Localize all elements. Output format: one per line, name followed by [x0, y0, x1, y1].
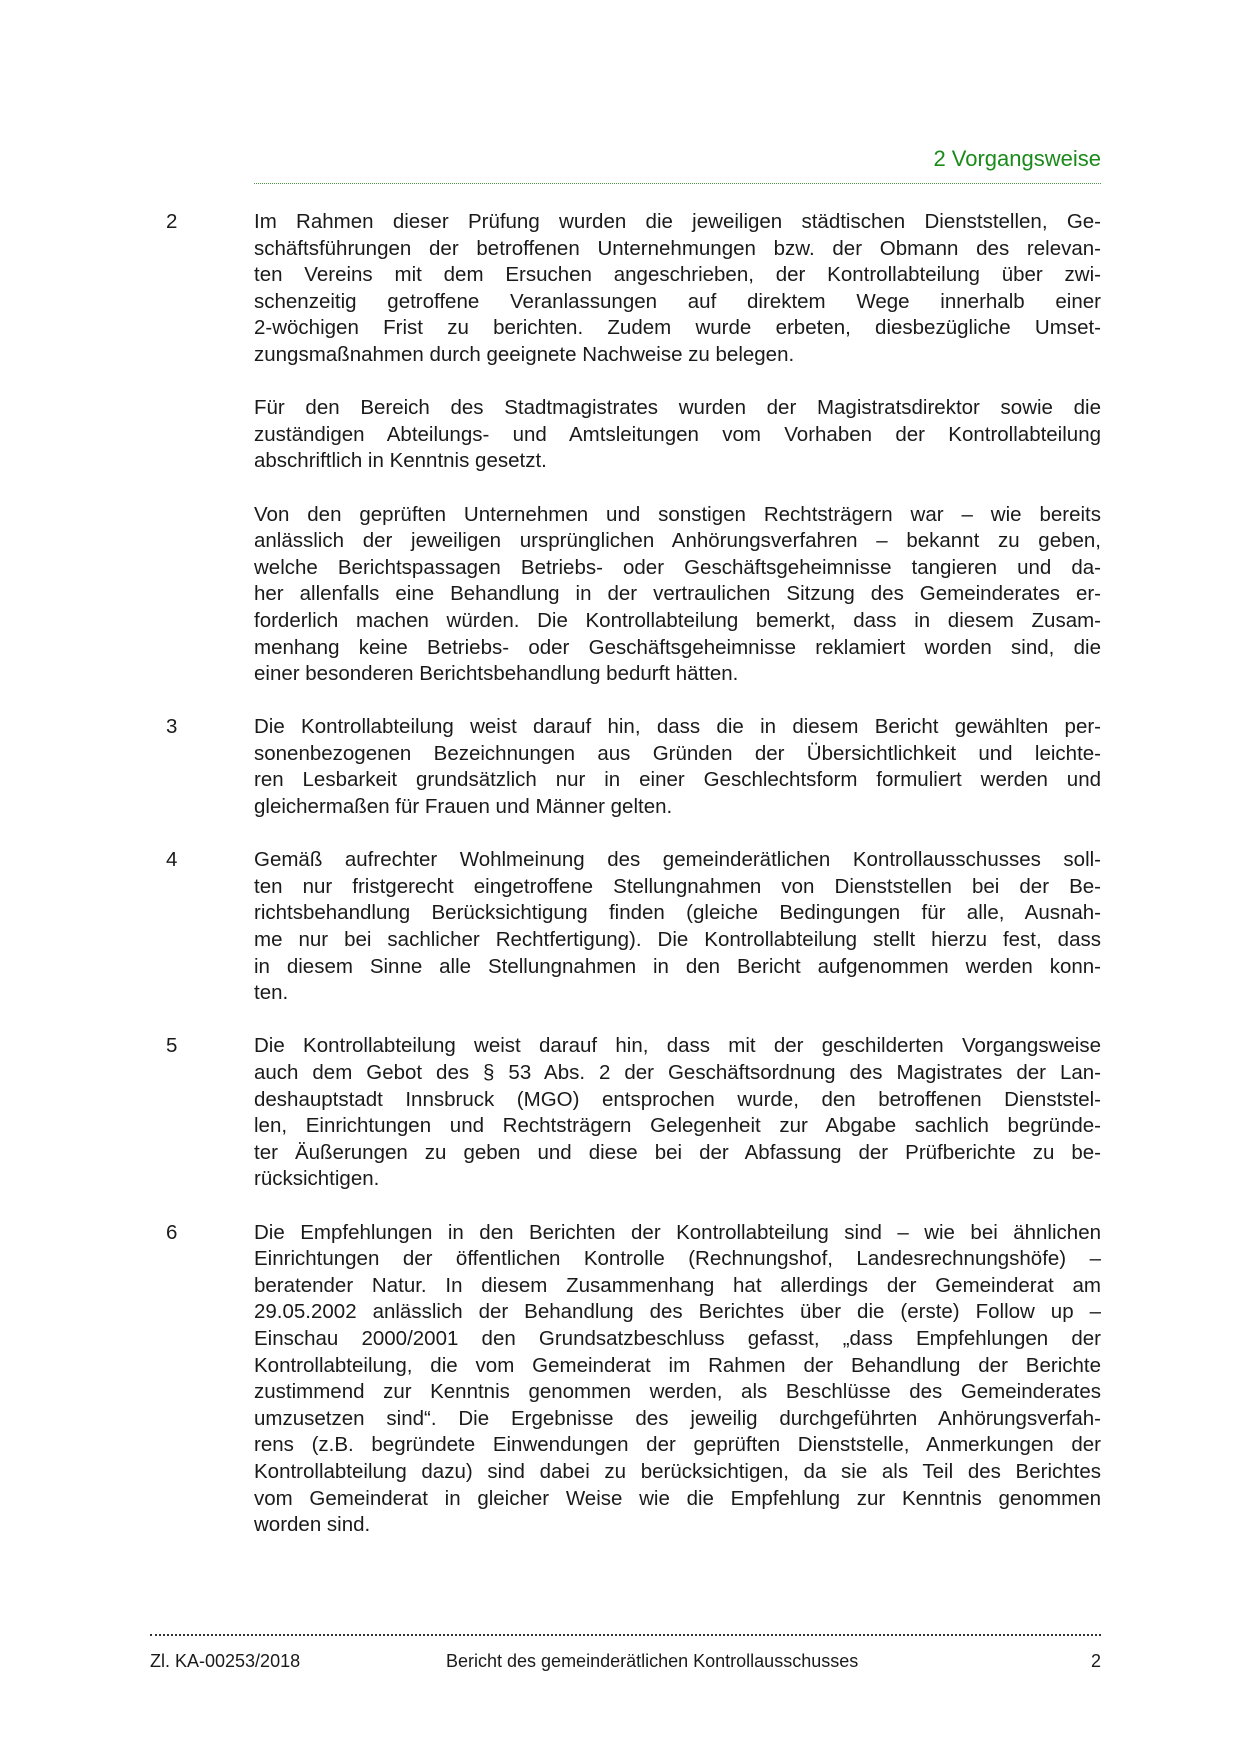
paragraph-number: 6 — [166, 1220, 178, 1244]
paragraph-text — [254, 209, 1101, 369]
text-line: me nur bei sachlicher Rechtfertigung). Die Kontrollabteilung stellt hierzu fest, dass — [254, 928, 1101, 952]
text-line: Einschau 2000/2001 den Grundsatzbeschluss gefasst, „dass Empfehlungen der — [254, 1326, 1101, 1350]
text-line: Von den geprüften Unternehmen und sonstigen Rechtsträgern war – wie bereits — [254, 502, 1101, 526]
paragraph-text — [254, 847, 1101, 1007]
text-line: zustimmend zur Kenntnis genommen werden, als Beschlüsse des Gemeinderates — [254, 1380, 1101, 1404]
text-line: rücksichtigen. — [254, 1167, 380, 1191]
footer-reference: Zl. KA-00253/2018 — [150, 1651, 301, 1671]
paragraph-number: 4 — [166, 848, 178, 872]
text-line: 2-wöchigen Frist zu berichten. Zudem wurde erbeten, diesbezügliche Umset- — [254, 316, 1101, 340]
paragraph-text — [254, 395, 1101, 475]
document-body — [0, 209, 1241, 1565]
paragraph — [0, 209, 1241, 369]
header-divider — [254, 183, 1101, 184]
footer-divider — [150, 1634, 1101, 1636]
text-line: ten. — [254, 981, 289, 1005]
text-line: Die Empfehlungen in den Berichten der Kontrollabteilung sind – wie bei ähnlichen — [254, 1220, 1101, 1244]
text-line: 29.05.2002 anlässlich der Behandlung des Berichtes über die (erste) Follow up – — [254, 1300, 1101, 1324]
text-line: Kontrollabteilung, die vom Gemeinderat im Rahmen der Behandlung der Berichte — [254, 1353, 1101, 1377]
text-line: schäftsführungen der betroffenen Unternehmungen bzw. der Obmann des relevan- — [254, 236, 1101, 260]
paragraph-text — [254, 502, 1101, 688]
text-line: Die Kontrollabteilung weist darauf hin, dass mit der geschilderten Vorgangsweise — [254, 1034, 1101, 1058]
paragraph — [0, 1220, 1241, 1539]
text-line: welche Berichtspassagen Betriebs- oder Geschäftsgeheimnisse tangieren und da- — [254, 555, 1101, 579]
text-line: anlässlich der jeweiligen ursprünglichen Anhörungsverfahren – bekannt zu geben, — [254, 529, 1101, 553]
text-line: abschriftlich in Kenntnis gesetzt. — [254, 449, 547, 473]
text-line: schenzeitig getroffene Veranlassungen auf direktem Wege innerhalb einer — [254, 289, 1101, 313]
text-line: auch dem Gebot des § 53 Abs. 2 der Geschäftsordnung des Magistrates der Lan- — [254, 1061, 1101, 1084]
text-line: worden sind. — [254, 1513, 371, 1537]
text-line: beratender Natur. In diesem Zusammenhang hat allerdings der Gemeinderat am — [254, 1273, 1101, 1297]
paragraph-text — [254, 1033, 1101, 1193]
text-line: ren Lesbarkeit grundsätzlich nur in einer Geschlechtsform formuliert werden und — [254, 768, 1101, 792]
text-line: len, Einrichtungen und Rechtsträgern Gelegenheit zur Abgabe sachlich begründe- — [254, 1114, 1101, 1138]
text-line: sonenbezogenen Bezeichnungen aus Gründen der Übersichtlichkeit und leichte- — [254, 741, 1101, 765]
text-line: Im Rahmen dieser Prüfung wurden die jeweiligen städtischen Dienststellen, Ge- — [254, 210, 1101, 233]
text-line: einer besonderen Berichtsbehandlung bedurft hätten. — [254, 662, 739, 686]
text-line: richtsbehandlung Berücksichtigung finden (gleiche Bedingungen für alle, Ausnah- — [254, 901, 1101, 925]
page-number: 2 — [1090, 1651, 1101, 1671]
text-line: Gemäß aufrechter Wohlmeinung des gemeinderätlichen Kontrollausschusses soll- — [254, 848, 1101, 872]
section-header: 2 Vorgangsweise — [933, 146, 1101, 171]
text-line: Die Kontrollabteilung weist darauf hin, dass die in diesem Bericht gewählten per- — [254, 715, 1101, 739]
text-line: Kontrollabteilung dazu) sind dabei zu berücksichtigen, da sie als Teil des Berichtes — [254, 1459, 1101, 1483]
text-line: rens (z.B. begründete Einwendungen der geprüften Dienststelle, Anmerkungen der — [254, 1433, 1101, 1457]
text-line: ter Äußerungen zu geben und diese bei der Abfassung der Prüfberichte zu be- — [254, 1140, 1101, 1164]
text-line: Für den Bereich des Stadtmagistrates wurden der Magistratsdirektor sowie die — [254, 396, 1101, 420]
text-line: ten Vereins mit dem Ersuchen angeschrieben, der Kontrollabteilung über zwi- — [254, 263, 1101, 287]
paragraph — [0, 847, 1241, 1007]
text-line: in diesem Sinne alle Stellungnahmen in den Bericht aufgenommen werden konn- — [254, 954, 1101, 978]
paragraph-number: 2 — [166, 210, 178, 233]
paragraph — [0, 1033, 1241, 1193]
paragraph-number: 3 — [166, 715, 178, 739]
paragraph-number: 5 — [166, 1034, 178, 1058]
text-line: zungsmaßnahmen durch geeignete Nachweise zu belegen. — [254, 342, 795, 366]
text-line: umzusetzen sind“. Die Ergebnisse des jeweilig durchgeführten Anhörungsverfah- — [254, 1406, 1101, 1430]
text-line: menhang keine Betriebs- oder Geschäftsgeheimnisse reklamiert worden sind, die — [254, 635, 1101, 659]
text-line: her allenfalls eine Behandlung in der vertraulichen Sitzung des Gemeinderates er- — [254, 582, 1101, 606]
paragraph-text — [254, 714, 1101, 820]
text-line: Einrichtungen der öffentlichen Kontrolle (Rechnungshof, Landesrechnungshöfe) – — [254, 1247, 1101, 1271]
paragraph-text — [254, 1220, 1101, 1539]
paragraph — [0, 502, 1241, 688]
text-line: forderlich machen würden. Die Kontrollabteilung bemerkt, dass in diesem Zusam- — [254, 608, 1101, 632]
text-line: ten nur fristgerecht eingetroffene Stellungnahmen von Dienststellen bei der Be- — [254, 874, 1101, 898]
paragraph — [0, 714, 1241, 820]
text-line: gleichermaßen für Frauen und Männer gelten. — [254, 795, 673, 819]
text-line: zuständigen Abteilungs- und Amtsleitungen vom Vorhaben der Kontrollabteilung — [254, 422, 1101, 446]
text-line: vom Gemeinderat in gleicher Weise wie die Empfehlung zur Kenntnis genommen — [254, 1486, 1101, 1510]
text-line: deshauptstadt Innsbruck (MGO) entsprochen wurde, den betroffenen Dienststel- — [254, 1087, 1101, 1111]
footer-title: Bericht des gemeinderätlichen Kontrollausschusses — [446, 1651, 859, 1671]
paragraph — [0, 395, 1241, 475]
